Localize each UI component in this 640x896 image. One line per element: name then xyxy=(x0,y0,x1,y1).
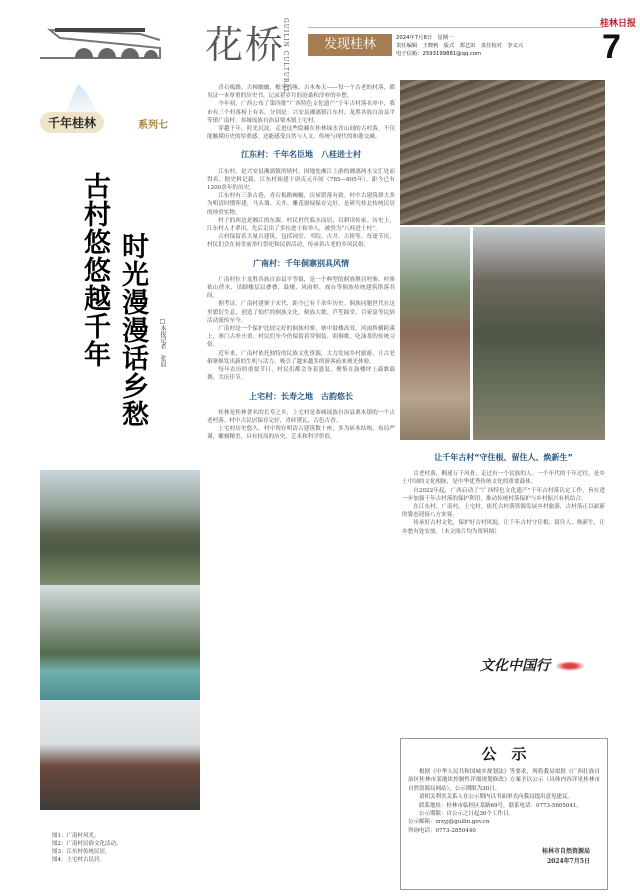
paragraph: 江东村，是兴安县湘漓镇的辖村，因地处湘江上游的湘漓两水交汇处而得名。据史料记载，江东村始建于唐贞元年间（785—805年），距今已有1200余年的历史。 xyxy=(207,168,395,192)
photo-gate xyxy=(400,227,470,440)
paragraph: 青石板路，古樟幽幽，檐牙高啄，古木参天——每一个古老的村落，都见证一本厚重的历史书，记录着岁月的沧桑和淳朴的乡愁。 xyxy=(207,85,395,100)
notice-paragraph: 根据《中华人民共和国城乡规划法》等要求，现将我局拟批《广西壮族自治区桂林市某地块控制性详细规划修改》方案予以公示（具体内容详见桂林市自然资源局网站），公示期限为30日。 xyxy=(408,769,600,792)
photo-rooftops xyxy=(400,80,605,225)
notice-paragraph: 联系地址：桂林市临桂区某路69号，联系电话：0773-5605041。 xyxy=(419,802,582,809)
paragraph: 今年初，广西公布了第四批“广西特色文化遗产”千年古村落名单中，我市有三个村落榜上有名，分别是：兴安县湘漓镇江东村、龙胜各族自治县平等镇广南村、恭城瑶族自治县栗木镇上宅村。 xyxy=(207,101,395,124)
page-number: 7 xyxy=(602,28,621,66)
paragraph: 古老村落，稠递万千风骨，走过有一个民族的人、一个年代的千年过往，是乡土中国的文化根脉，是中华优秀传统文化的重要载体。 xyxy=(402,471,605,486)
newspaper-logo: 桂林日报 xyxy=(599,19,636,29)
photo-captions xyxy=(52,832,202,864)
masthead-title: 花桥 xyxy=(205,23,286,67)
paragraph: 据考证，广南村建寨于宋代，距今已有千余年历史。侗族同胞世代在这里繁衍生息，创造了灿烂的侗族文化。侗族大歌、芦笙踩堂、百家宴等民俗活动流传至今。 xyxy=(207,301,395,324)
paragraph: 桂林是桂林著名的长寿之乡，上宅村是恭城瑶族自治县栗木镇的一个古老村落。村中古民居保存完好，青砖黛瓦，古色古香。 xyxy=(207,409,395,424)
paragraph: 近年来，广南村依托独特的民族文化资源，大力发展乡村旅游，让古老侗寨焕发出新的生机与活力，吸引了越来越多的游客前来观光体验。 xyxy=(207,350,395,365)
paragraph: 自2022年起，广西启动了“广西特色文化遗产”千年古村落认定工作，旨在进一步加强千年古村落的保护利用，推动传统村落保护与乡村振兴有机结合。 xyxy=(402,487,605,502)
notice-title: 公 示 xyxy=(481,745,527,763)
paragraph: 传承好古村文化，保护好古村风貌，让千年古村守住根、留住人、焕新生，让乡愁有处安放。（本文图片均为资料图） xyxy=(402,520,605,535)
photo-drum-tower xyxy=(40,700,200,810)
byline: □本报记者 张晨 xyxy=(159,318,166,367)
bridge-illustration xyxy=(20,18,170,68)
paragraph: 穿越千年，时光沉淀，走进这些隐藏在桂林绿水青山间的古村落，不仅能触摸历史的厚重感，还能感受自然与人文、传统与现代的和谐交融。 xyxy=(207,126,395,141)
notice-paragraph: 公示期限：自公示之日起30个工作日。 xyxy=(419,811,514,818)
paragraph: 村子的西边是湘江的东源，村民世代临水而居，以耕读传家。历史上，江东村人才辈出，先后走出了多位进士和举人，被誉为“八桂进士村”。 xyxy=(207,217,395,233)
headline-sub: 时光漫漫话乡愁 xyxy=(117,232,148,428)
culture-logo-text: 文化中国行 xyxy=(480,658,550,674)
article-column-right xyxy=(402,444,605,649)
paragraph: 在江东村、广南村、上宅村，依托古村落资源发展乡村旅游，古村落正以崭新的姿态迎接八方来客。 xyxy=(402,504,605,519)
page-meta xyxy=(396,34,523,58)
headline-main: 古村悠悠越千年 xyxy=(79,172,110,368)
label: 咨询电话： xyxy=(408,827,436,834)
notice-paragraph: 请相关利害关系人在公示期内以书面形式向我局提出意见建议。 xyxy=(419,794,574,801)
caption: 图4：上宅村古民居。 xyxy=(52,857,105,863)
culture-logo xyxy=(480,655,585,675)
subheading: 让千年古村“守住根、留住人、焕新生” xyxy=(434,453,573,462)
subheading: 江东村：千年名臣地 八桂进士村 xyxy=(241,150,361,160)
notice-email: zrzyj@guilin.gov.cn xyxy=(435,819,490,826)
paragraph: 广南村是一个保护比较完好的侗族村寨，寨中鼓楼高耸，风雨桥横跨溪上，寨门古朴庄重。村民们至今仍保留着穿侗装、唱侗歌、吃油茶的传统习俗。 xyxy=(207,326,395,349)
subheading: 上宅村：长寿之地 古韵悠长 xyxy=(249,391,353,401)
paragraph: 古村保留着大量古建筑，包括祠堂、书院、古井、古桥等。每逢节庆，村民们会在祠堂前举行祭祀和民俗活动，传承着古老的乡风民俗。 xyxy=(207,234,395,249)
photo-village xyxy=(40,470,200,585)
editors: 责任编辑 王晓莉 版式 郑艺田 责任校对 李义兴 xyxy=(396,43,524,49)
date: 2024年7月8日 星期一 xyxy=(396,35,454,41)
ink-splash-icon xyxy=(555,661,585,671)
article-column xyxy=(207,84,395,890)
notice-signer: 桂林市自然资源局 xyxy=(541,848,590,856)
section-label: 发现桂林 xyxy=(308,34,392,56)
series-number: 系列七 xyxy=(138,120,168,131)
divider xyxy=(308,27,603,28)
paragraph: 每年农历的重要节日，村民们都会身着盛装，聚集在鼓楼坪上载歌载舞，共庆佳节。 xyxy=(207,367,395,382)
notice-phone: 0773-2850440 xyxy=(435,827,476,834)
photo-river xyxy=(40,585,200,700)
series-banner xyxy=(40,100,190,140)
masthead-english: GUILIN CULTURAL xyxy=(282,18,289,94)
caption: 图1：广南村风光。 xyxy=(52,833,100,839)
series-name: 千年桂林 xyxy=(40,112,104,133)
caption: 图3：江东村传统民居。 xyxy=(52,849,111,855)
public-notice xyxy=(400,738,608,890)
paragraph: 江东村有三条古巷，青石板路蜿蜒，房屋错落有致。村中古建筑群大多为明清时期所建，马头墙、天井、雕花窗棂保存完好，是研究桂北传统民居的珍贵实物。 xyxy=(207,193,395,216)
paragraph: 广南村位于龙胜各族自治县平等镇，是一个典型的侗族聚居村寨。村寨依山傍水，吊脚楼层层叠叠，鼓楼、风雨桥、戏台等侗族传统建筑错落其间。 xyxy=(207,276,395,300)
caption: 图2：广南村民俗文化活动。 xyxy=(52,841,122,847)
label: 公示邮箱： xyxy=(408,819,436,826)
paragraph: 上宅村历史悠久，村中现存明清古建筑数十座，多为砖木结构，布局严谨，雕刻精美，具有较高的历史、艺术和科学价值。 xyxy=(207,426,395,441)
notice-date: 2024年7月5日 xyxy=(546,858,590,866)
subheading: 广南村：千年侗寨别具风情 xyxy=(253,258,349,268)
email: 电子信箱：2593199881@qq.com xyxy=(396,51,482,57)
photo-village-aerial xyxy=(473,227,605,440)
